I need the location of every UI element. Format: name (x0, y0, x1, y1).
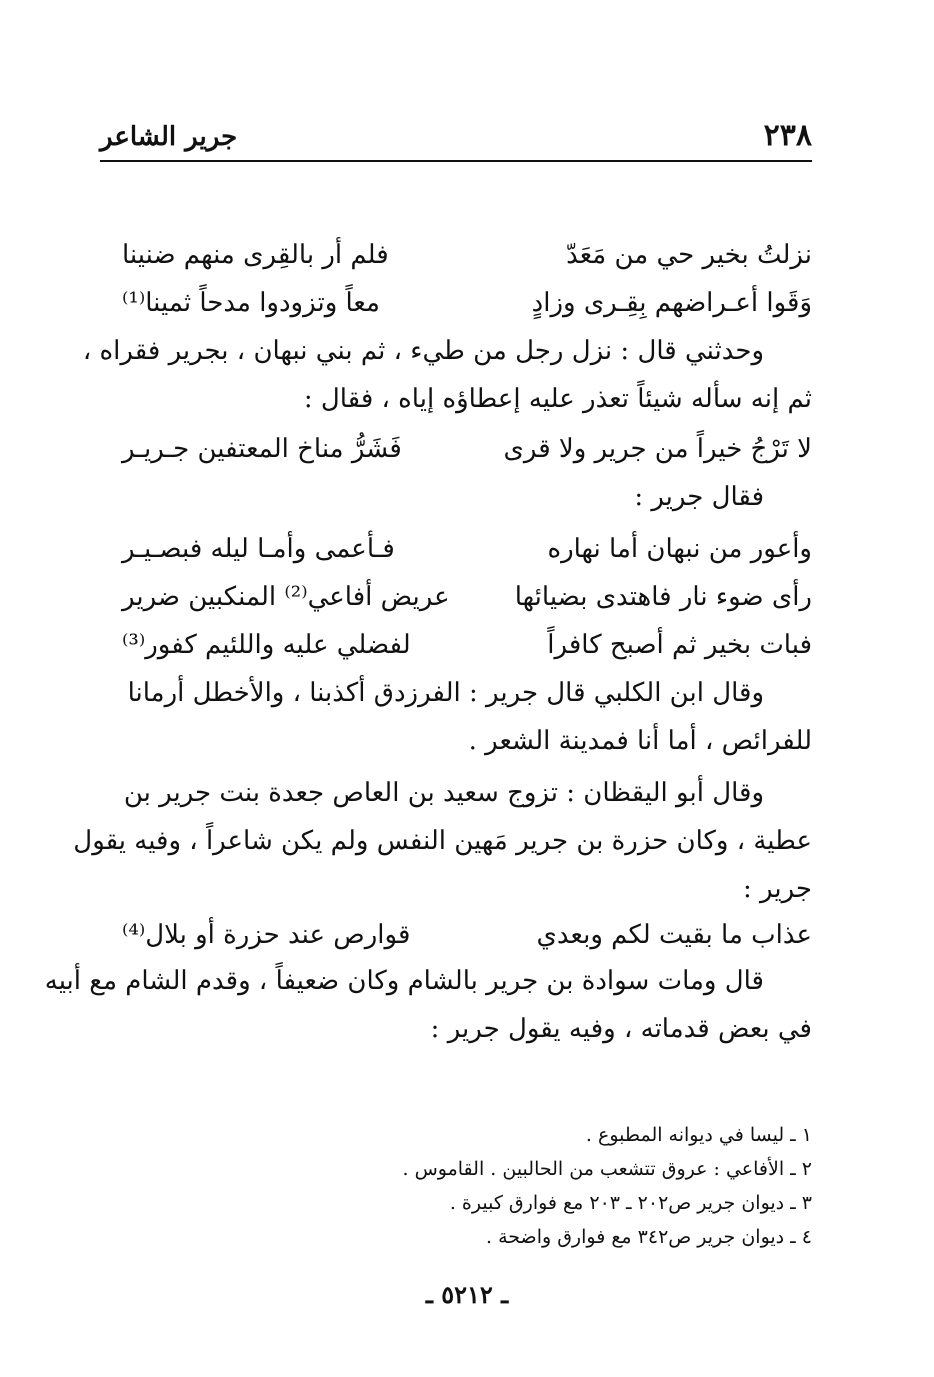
verse-second-hemistich: فَشَرُّ مناخ المعتفين جـريـر (122, 434, 402, 464)
verse-second-hemistich: لفضلي عليه واللئيم كفور⁽³⁾ (122, 630, 411, 660)
verse-first-hemistich: نزلتُ بخير حي من مَعَدّ (566, 240, 812, 270)
verse-line (122, 434, 812, 474)
footnote: ٣ ـ ديوان جرير ص٢٠٢ ـ ٢٠٣ مع فوارق كبيرة . (449, 1192, 812, 1214)
verse-second-hemistich: فلم أر بالقِرى منهم ضنينا (122, 240, 389, 270)
paragraph-line: وحدثني قال : نزل رجل من طيء ، ثم بني نبهان ، بجرير فقراه ، (82, 336, 764, 366)
paragraph-line: وقال أبو اليقظان : تزوج سعيد بن العاص جعدة بنت جرير بن (123, 778, 764, 808)
verse-first-hemistich: فبات بخير ثم أصبح كافراً (547, 630, 812, 660)
paragraph-line: فقال جرير : (634, 482, 764, 512)
verse-second-hemistich: فـأعمى وأمـا ليله فبصـيـر (122, 534, 395, 564)
verse-second-hemistich: عريض أفاعي⁽²⁾ المنكبين ضرير (122, 582, 450, 612)
verse-first-hemistich: وأعور من نبهان أما نهاره (547, 534, 812, 564)
running-head (100, 118, 812, 158)
verse-first-hemistich: رأى ضوء نار فاهتدى بضيائها (514, 582, 812, 612)
footnote: ٢ ـ الأفاعي : عروق تتشعب من الحالبين . القاموس . (402, 1158, 812, 1180)
verse-first-hemistich: لا تَرْجُ خيراً من جرير ولا قرى (503, 434, 812, 464)
verse-first-hemistich: وَقَوا أعـراضهم بِقِـرى وزادٍ (531, 288, 812, 318)
verse-line (122, 630, 812, 670)
paragraph-line: عطية ، وكان حزرة بن جرير مَهين النفس ولم يكن شاعراً ، وفيه يقول (73, 826, 812, 856)
folio-number: ـ ٥٢١٢ ـ (425, 1280, 509, 1309)
verse-first-hemistich: عذاب ما بقيت لكم وبعدي (536, 920, 812, 950)
header-rule (100, 160, 812, 162)
paragraph-line: في بعض قدماته ، وفيه يقول جرير : (430, 1014, 812, 1044)
paragraph-line: قال ومات سوادة بن جرير بالشام وكان ضعيفاً ، وقدم الشام مع أبيه (44, 966, 764, 996)
paragraph-line: للفرائص ، أما أنا فمدينة الشعر . (468, 726, 812, 756)
verse-line (122, 288, 812, 328)
book-title: جرير الشاعر (100, 122, 238, 152)
footnote: ١ ـ ليسا في ديوانه المطبوع . (585, 1124, 812, 1146)
verse-line (122, 240, 812, 280)
footnote: ٤ ـ ديوان جرير ص٣٤٢ مع فوارق واضحة . (486, 1226, 812, 1248)
verse-line (122, 920, 812, 960)
paragraph-line: جرير : (742, 874, 812, 904)
verse-second-hemistich: معاً وتزودوا مدحاً ثمينا⁽¹⁾ (122, 288, 380, 318)
verse-line (122, 534, 812, 574)
page-number: ٢٣٨ (763, 118, 812, 153)
paragraph-line: ثم إنه سأله شيئاً تعذر عليه إعطاؤه إياه ، فقال : (303, 384, 812, 414)
verse-second-hemistich: قوارص عند حزرة أو بلال⁽⁴⁾ (122, 920, 411, 950)
verse-line (122, 582, 812, 622)
paragraph-line: وقال ابن الكلبي قال جرير : الفرزدق أكذبنا ، والأخطل أرمانا (127, 678, 764, 708)
